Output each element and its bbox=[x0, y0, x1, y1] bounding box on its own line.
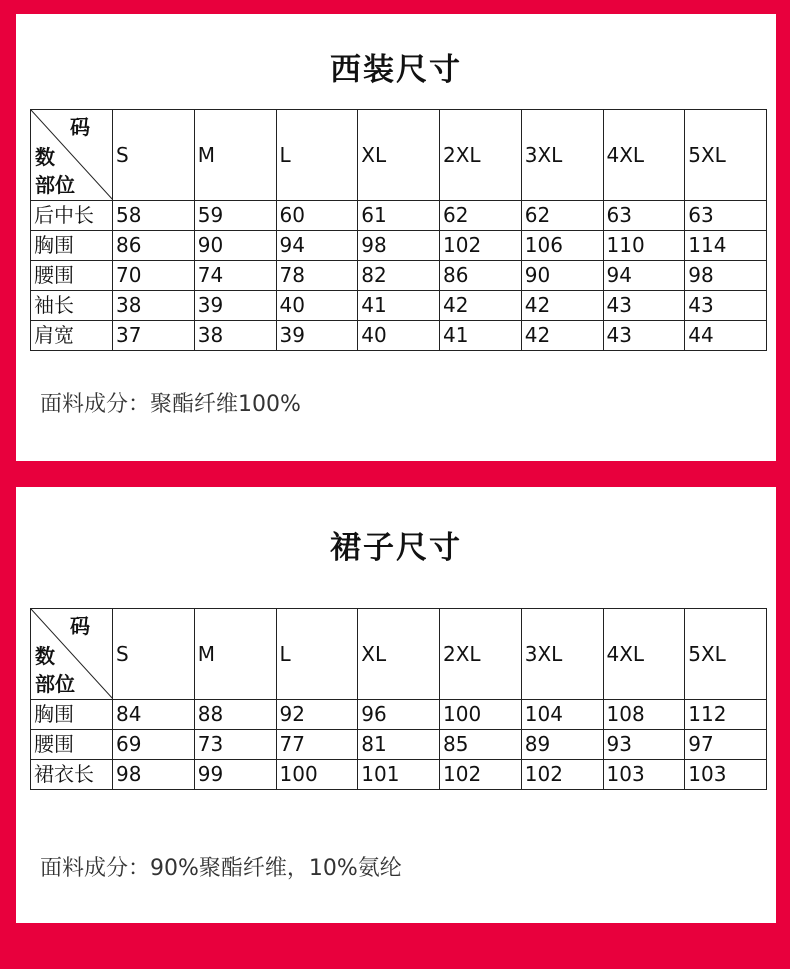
corner-header-cell bbox=[31, 609, 113, 700]
measurement-cell: 103 bbox=[685, 760, 767, 790]
measurement-cell: 94 bbox=[603, 261, 685, 291]
suit-size-table bbox=[30, 109, 767, 351]
measurement-cell: 84 bbox=[113, 700, 195, 730]
table-row bbox=[31, 291, 767, 321]
measurement-cell: 85 bbox=[440, 730, 522, 760]
measurement-cell: 61 bbox=[358, 201, 440, 231]
corner-part-label: 部位 bbox=[35, 173, 75, 197]
table-row bbox=[31, 321, 767, 351]
measurement-cell: 92 bbox=[276, 700, 358, 730]
table-row bbox=[31, 730, 767, 760]
row-label-cell: 腰围 bbox=[31, 730, 113, 760]
measurement-cell: 96 bbox=[358, 700, 440, 730]
table-row bbox=[31, 231, 767, 261]
measurement-cell: 62 bbox=[440, 201, 522, 231]
skirt-size-table bbox=[30, 608, 767, 790]
measurement-cell: 106 bbox=[521, 231, 603, 261]
measurement-cell: 94 bbox=[276, 231, 358, 261]
suit-fabric-composition: 面料成分：聚酯纤维100% bbox=[40, 392, 301, 417]
measurement-cell: 40 bbox=[276, 291, 358, 321]
suit-size-panel bbox=[16, 14, 776, 461]
measurement-cell: 88 bbox=[194, 700, 276, 730]
measurement-cell: 69 bbox=[113, 730, 195, 760]
size-header-cell: M bbox=[194, 609, 276, 700]
measurement-cell: 70 bbox=[113, 261, 195, 291]
measurement-cell: 81 bbox=[358, 730, 440, 760]
corner-header-cell bbox=[31, 110, 113, 201]
measurement-cell: 89 bbox=[521, 730, 603, 760]
measurement-cell: 44 bbox=[685, 321, 767, 351]
measurement-cell: 98 bbox=[358, 231, 440, 261]
table-row bbox=[31, 760, 767, 790]
measurement-cell: 39 bbox=[276, 321, 358, 351]
measurement-cell: 103 bbox=[603, 760, 685, 790]
measurement-cell: 100 bbox=[440, 700, 522, 730]
measurement-cell: 98 bbox=[685, 261, 767, 291]
measurement-cell: 43 bbox=[603, 321, 685, 351]
measurement-cell: 77 bbox=[276, 730, 358, 760]
size-header-cell: 2XL bbox=[440, 110, 522, 201]
measurement-cell: 99 bbox=[194, 760, 276, 790]
measurement-cell: 97 bbox=[685, 730, 767, 760]
size-header-cell: S bbox=[113, 110, 195, 201]
measurement-cell: 78 bbox=[276, 261, 358, 291]
size-header-cell: 3XL bbox=[521, 609, 603, 700]
size-header-cell: 5XL bbox=[685, 609, 767, 700]
measurement-cell: 102 bbox=[521, 760, 603, 790]
size-header-cell: L bbox=[276, 609, 358, 700]
measurement-cell: 110 bbox=[603, 231, 685, 261]
corner-count-label: 数 bbox=[35, 644, 55, 668]
corner-part-label: 部位 bbox=[35, 672, 75, 696]
measurement-cell: 100 bbox=[276, 760, 358, 790]
size-header-cell: S bbox=[113, 609, 195, 700]
measurement-cell: 42 bbox=[521, 321, 603, 351]
measurement-cell: 43 bbox=[603, 291, 685, 321]
measurement-cell: 104 bbox=[521, 700, 603, 730]
size-header-cell: 3XL bbox=[521, 110, 603, 201]
corner-size-label: 码 bbox=[70, 115, 90, 139]
suit-size-title: 西装尺寸 bbox=[330, 52, 462, 88]
measurement-cell: 42 bbox=[521, 291, 603, 321]
measurement-cell: 102 bbox=[440, 231, 522, 261]
size-header-cell: XL bbox=[358, 609, 440, 700]
measurement-cell: 86 bbox=[440, 261, 522, 291]
measurement-cell: 63 bbox=[603, 201, 685, 231]
measurement-cell: 58 bbox=[113, 201, 195, 231]
measurement-cell: 39 bbox=[194, 291, 276, 321]
size-header-cell: 5XL bbox=[685, 110, 767, 201]
header-row bbox=[31, 110, 767, 201]
table-row bbox=[31, 261, 767, 291]
row-label-cell: 后中长 bbox=[31, 201, 113, 231]
row-label-cell: 裙衣长 bbox=[31, 760, 113, 790]
measurement-cell: 112 bbox=[685, 700, 767, 730]
header-row bbox=[31, 609, 767, 700]
measurement-cell: 101 bbox=[358, 760, 440, 790]
size-header-cell: XL bbox=[358, 110, 440, 201]
measurement-cell: 43 bbox=[685, 291, 767, 321]
size-header-cell: 4XL bbox=[603, 609, 685, 700]
measurement-cell: 38 bbox=[113, 291, 195, 321]
row-label-cell: 胸围 bbox=[31, 231, 113, 261]
row-label-cell: 肩宽 bbox=[31, 321, 113, 351]
measurement-cell: 41 bbox=[440, 321, 522, 351]
measurement-cell: 59 bbox=[194, 201, 276, 231]
table-row bbox=[31, 700, 767, 730]
size-header-cell: M bbox=[194, 110, 276, 201]
size-header-cell: 4XL bbox=[603, 110, 685, 201]
measurement-cell: 37 bbox=[113, 321, 195, 351]
table-row bbox=[31, 201, 767, 231]
size-header-cell: L bbox=[276, 110, 358, 201]
row-label-cell: 腰围 bbox=[31, 261, 113, 291]
size-header-cell: 2XL bbox=[440, 609, 522, 700]
measurement-cell: 42 bbox=[440, 291, 522, 321]
measurement-cell: 74 bbox=[194, 261, 276, 291]
skirt-size-title: 裙子尺寸 bbox=[330, 530, 462, 566]
measurement-cell: 40 bbox=[358, 321, 440, 351]
measurement-cell: 114 bbox=[685, 231, 767, 261]
measurement-cell: 60 bbox=[276, 201, 358, 231]
row-label-cell: 胸围 bbox=[31, 700, 113, 730]
measurement-cell: 90 bbox=[521, 261, 603, 291]
measurement-cell: 82 bbox=[358, 261, 440, 291]
measurement-cell: 90 bbox=[194, 231, 276, 261]
measurement-cell: 41 bbox=[358, 291, 440, 321]
skirt-size-panel bbox=[16, 487, 776, 923]
measurement-cell: 98 bbox=[113, 760, 195, 790]
measurement-cell: 86 bbox=[113, 231, 195, 261]
corner-size-label: 码 bbox=[70, 614, 90, 638]
measurement-cell: 38 bbox=[194, 321, 276, 351]
corner-count-label: 数 bbox=[35, 145, 55, 169]
measurement-cell: 73 bbox=[194, 730, 276, 760]
measurement-cell: 102 bbox=[440, 760, 522, 790]
row-label-cell: 袖长 bbox=[31, 291, 113, 321]
measurement-cell: 108 bbox=[603, 700, 685, 730]
measurement-cell: 63 bbox=[685, 201, 767, 231]
measurement-cell: 93 bbox=[603, 730, 685, 760]
skirt-fabric-composition: 面料成分：90%聚酯纤维，10%氨纶 bbox=[40, 856, 402, 881]
measurement-cell: 62 bbox=[521, 201, 603, 231]
